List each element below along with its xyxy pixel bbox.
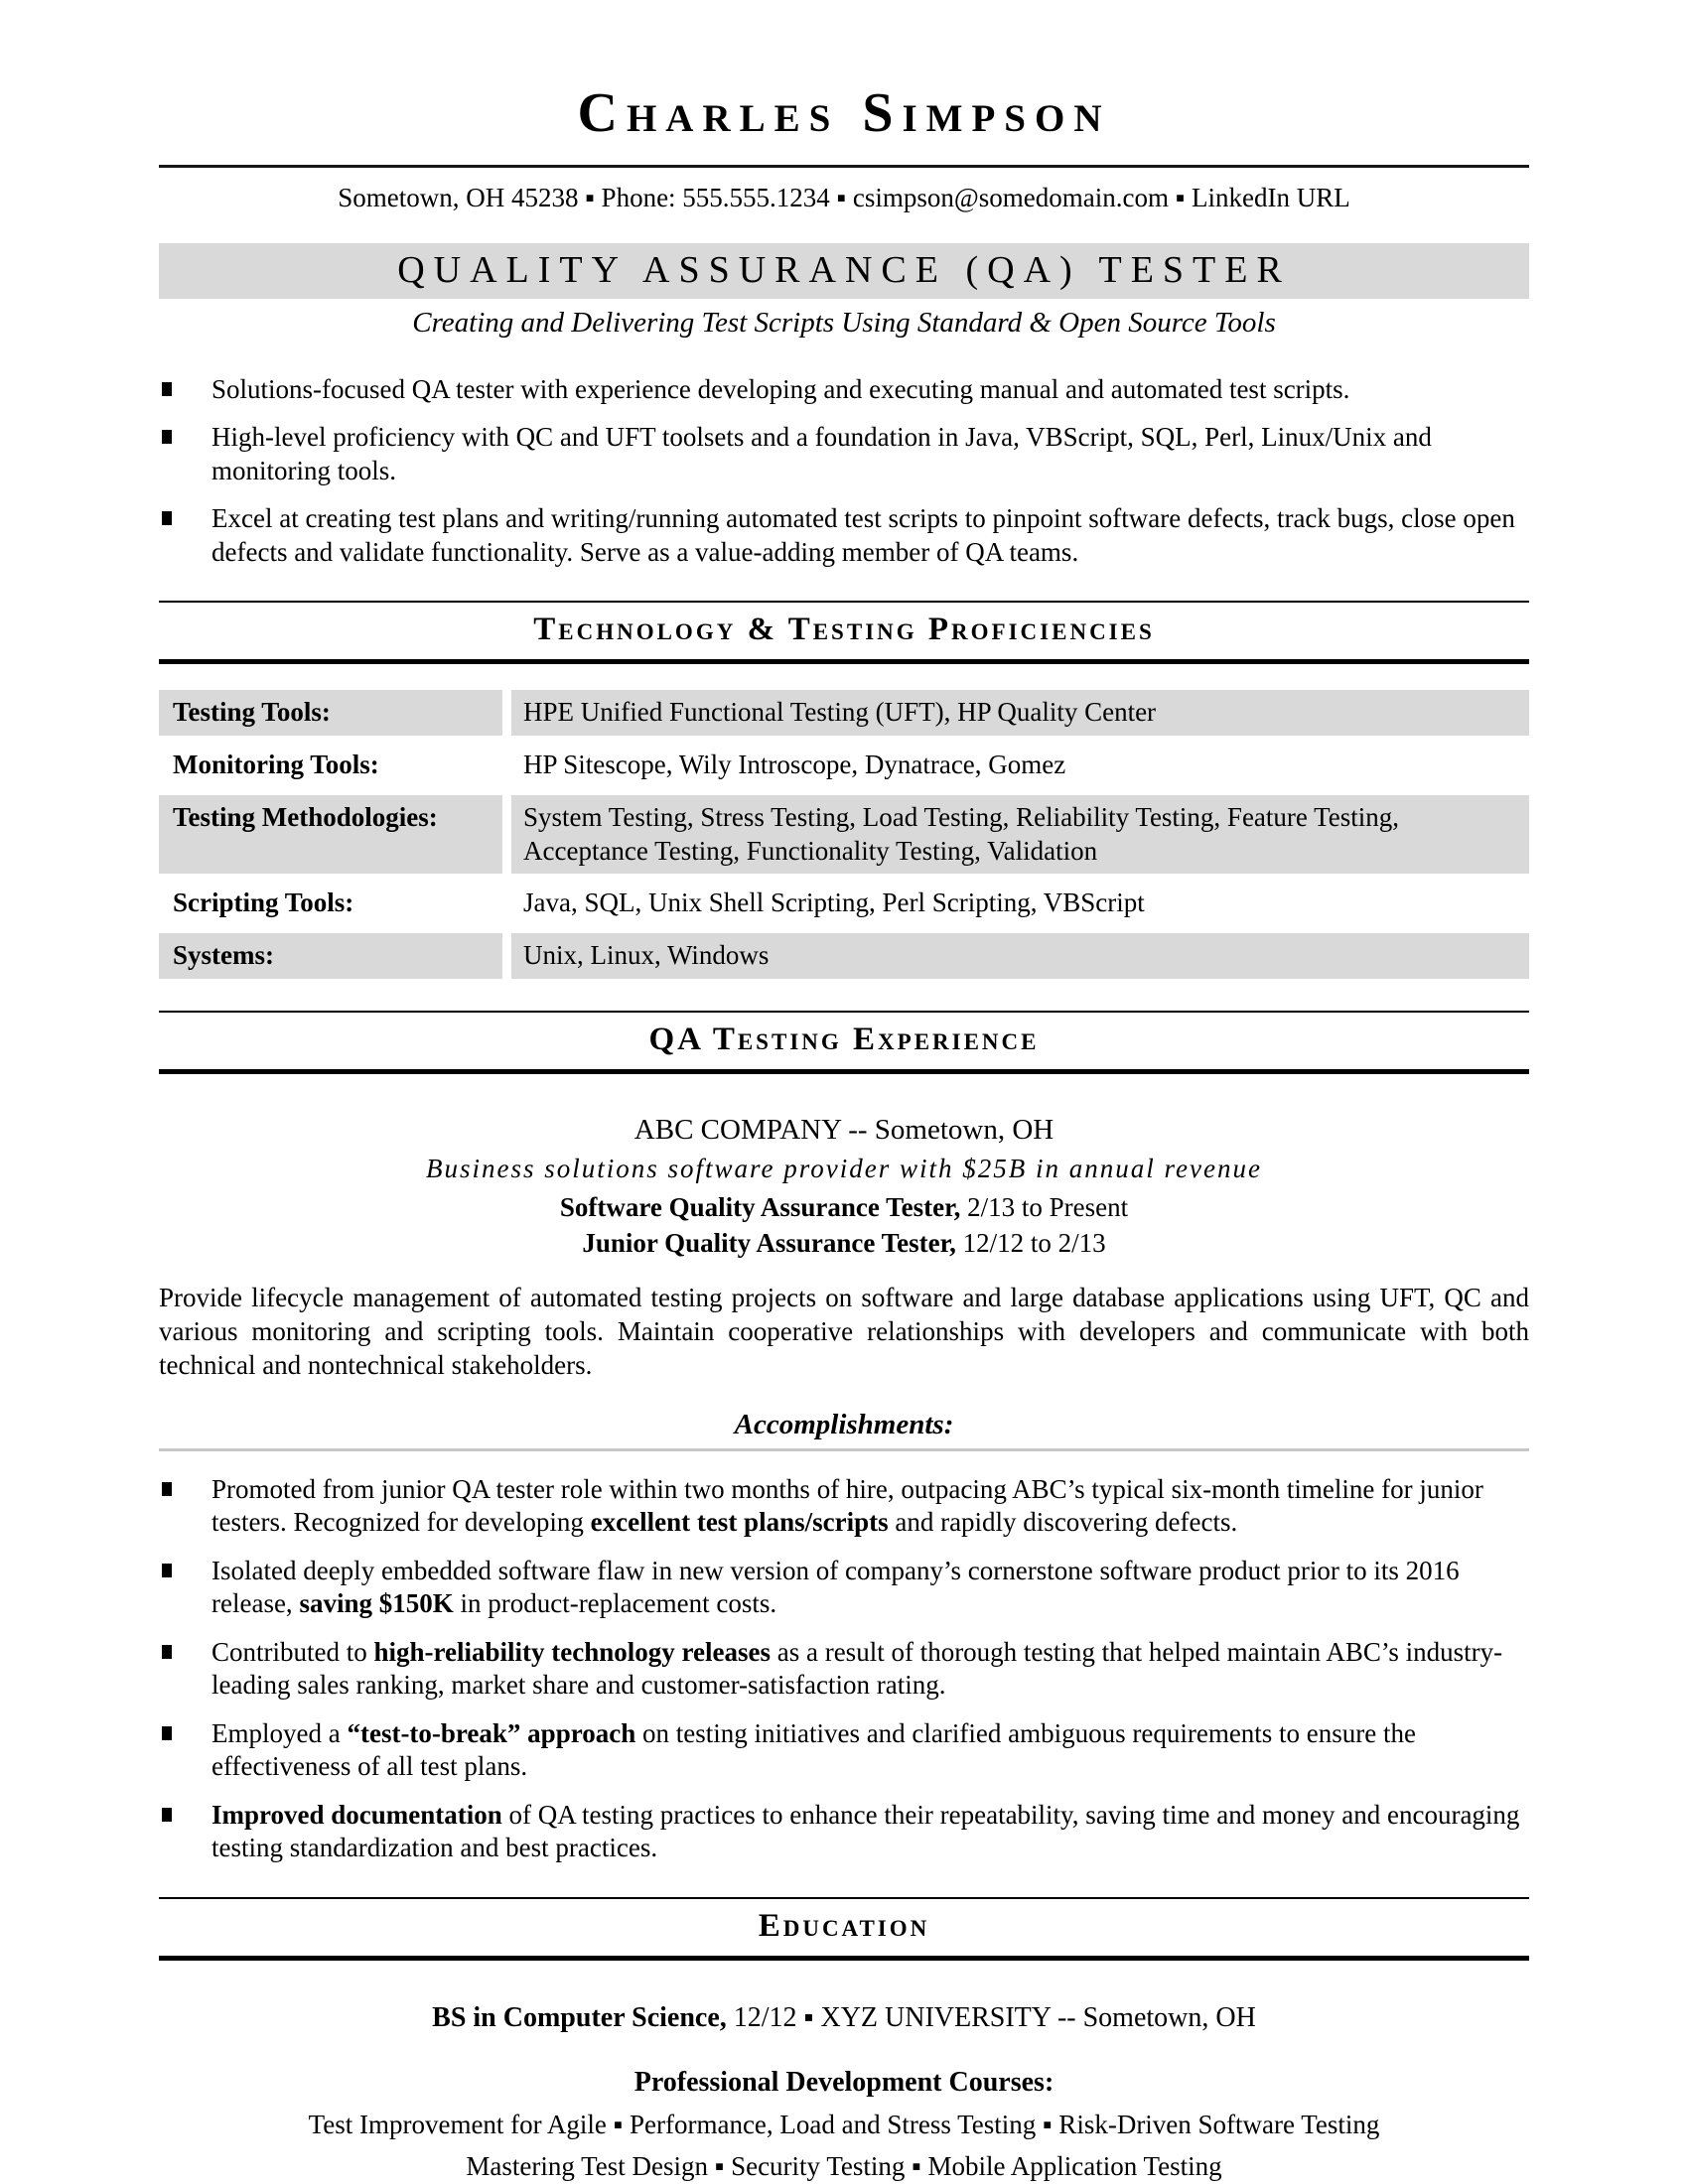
accomplishment-bullet <box>159 1473 1529 1540</box>
accomplishment-bullet <box>159 1636 1529 1703</box>
role-line: Software Quality Assurance Tester, 2/13 to Present <box>559 1191 1129 1222</box>
summary-bullet <box>159 421 1529 487</box>
table-row-label: Testing Tools: <box>159 690 511 736</box>
section-heading-education <box>159 1897 1529 1961</box>
role-list <box>159 1192 1529 1259</box>
company-name: ABC COMPANY -- Sometown, OH <box>633 1113 1055 1146</box>
role-overview: Provide lifecycle management of automated testing projects on software and large database applications using UFT, QC and various monitoring and scripting tools. Maintain cooperative relationships with developers and communicate with both technical and nontechnical stakeholders. <box>159 1282 1529 1380</box>
accomplishment-bullet <box>159 1555 1529 1621</box>
table-row <box>159 874 1529 933</box>
accomplishment-bullet <box>159 1799 1529 1865</box>
accomplishment-bullet-text: Employed a “test-to-break” approach on testing initiatives and clarified ambiguous requirements to ensure the effectiveness of all test plans. <box>211 1717 1417 1782</box>
tagline: Creating and Delivering Test Scripts Using Standard & Open Source Tools <box>412 307 1276 339</box>
section-title: QA Testing Experience <box>648 1021 1040 1057</box>
contact-line: Sometown, OH 45238 ▪ Phone: 555.555.1234 ▪ csimpson@somedomain.com ▪ LinkedIn URL <box>338 183 1350 212</box>
course-list <box>159 2110 1529 2182</box>
accomplishments-list <box>159 1473 1529 1865</box>
degree-line: BS in Computer Science, 12/12 ▪ XYZ UNIVERSITY -- Sometown, OH <box>432 2001 1256 2033</box>
accomplishment-bullet-text: Improved documentation of QA testing practices to enhance their repeatability, saving time and money and encouraging testing standardization and best practices. <box>211 1799 1520 1863</box>
table-row-label: Monitoring Tools: <box>173 750 379 780</box>
accomplishments-heading: Accomplishments: <box>734 1408 954 1440</box>
table-row-value: System Testing, Stress Testing, Load Testing, Reliability Testing, Feature Testing, Acceptance Testing, Functionality Testing, Validation <box>523 801 1400 866</box>
course-line: Mastering Test Design ▪ Security Testing ▪ Mobile Application Testing <box>466 2150 1222 2181</box>
job-title-band: QUALITY ASSURANCE (QA) TESTER <box>159 243 1529 299</box>
section-title: Technology & Testing Proficiencies <box>533 612 1155 648</box>
table-row <box>159 690 1529 736</box>
proficiencies-table <box>159 690 1529 979</box>
role-line: Junior Quality Assurance Tester, 12/12 to 2/13 <box>582 1227 1106 1258</box>
summary-bullet-text: High-level proficiency with QC and UFT toolsets and a foundation in Java, VBScript, SQL, Perl, Linux/Unix and monitoring tools. <box>211 422 1432 485</box>
section-heading-experience <box>159 1011 1529 1074</box>
summary-bullet-text: Solutions-focused QA tester with experience developing and executing manual and automated test scripts. <box>211 374 1350 404</box>
summary-bullet-text: Excel at creating test plans and writing/running automated test scripts to pinpoint software defects, track bugs, close open defects and validate functionality. Serve as a value-adding member of QA teams. <box>211 503 1515 567</box>
accomplishment-bullet <box>159 1717 1529 1784</box>
section-heading-proficiencies <box>159 601 1529 664</box>
summary-list <box>159 373 1529 569</box>
table-row-label: Systems: <box>159 933 511 979</box>
company-description: Business solutions software provider with $25B in annual revenue <box>426 1153 1262 1183</box>
table-row-value: HP Sitescope, Wily Introscope, Dynatrace, Gomez <box>523 750 1066 780</box>
accomplishments-divider <box>159 1448 1529 1451</box>
accomplishment-bullet-text: Isolated deeply embedded software flaw in new version of company’s cornerstone software product prior to its 2016 release, saving $150K in product-replacement costs. <box>211 1555 1460 1619</box>
table-row <box>159 795 1529 875</box>
table-row-label: Scripting Tools: <box>173 887 354 918</box>
table-row-label: Testing Methodologies: <box>159 795 511 875</box>
accomplishment-bullet-text: Contributed to high-reliability technology releases as a result of thorough testing that helped maintain ABC’s industry-leading sales ranking, market share and customer-satisfaction rating. <box>211 1636 1503 1701</box>
courses-heading: Professional Development Courses: <box>633 2066 1055 2098</box>
table-row-value: HPE Unified Functional Testing (UFT), HP Quality Center <box>523 697 1157 728</box>
table-row <box>159 933 1529 979</box>
person-name: Charles Simpson <box>577 82 1111 144</box>
summary-bullet <box>159 502 1529 569</box>
table-row <box>159 736 1529 795</box>
table-row-value: Java, SQL, Unix Shell Scripting, Perl Scripting, VBScript <box>523 887 1145 918</box>
course-line: Test Improvement for Agile ▪ Performance, Load and Stress Testing ▪ Risk-Driven Software Testing <box>308 2109 1380 2139</box>
accomplishment-bullet-text: Promoted from junior QA tester role within two months of hire, outpacing ABC’s typical six-month timeline for junior testers. Recognized for developing excellent test plans/scripts and rapidly discovering defects. <box>211 1473 1483 1538</box>
table-row-value: Unix, Linux, Windows <box>523 940 770 971</box>
summary-bullet <box>159 373 1529 406</box>
section-title: Education <box>758 1907 930 1944</box>
name-divider <box>159 165 1529 168</box>
